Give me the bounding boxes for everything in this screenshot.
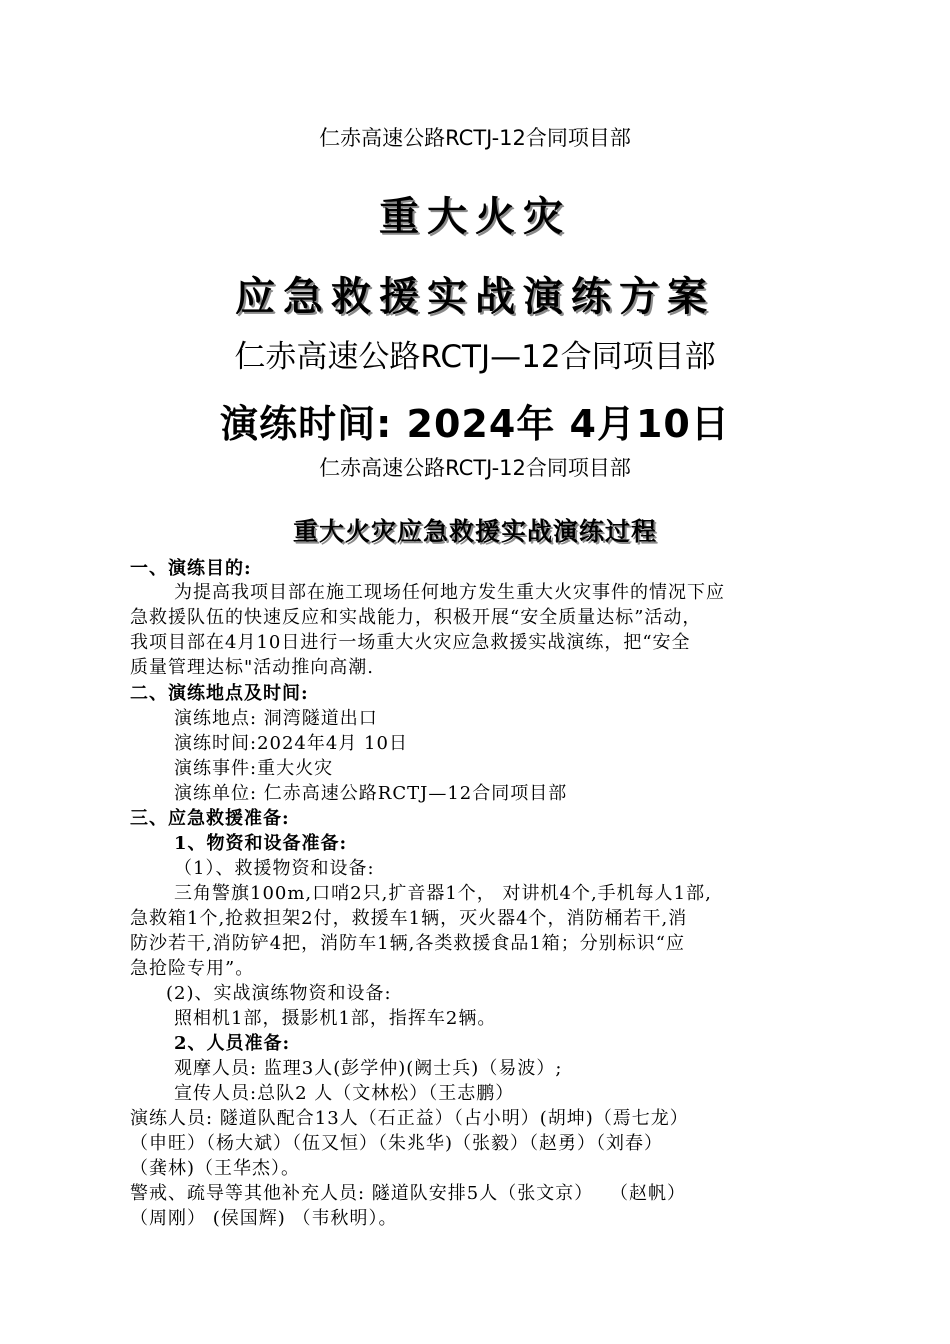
section-title: 重大火灾应急救援实战演练过程 [292, 517, 657, 546]
cover-title-line1: 重大火灾 [379, 193, 571, 240]
body-line: 质量管理达标"活动推向高潮. [130, 657, 374, 678]
body-line: 照相机1部，摄影机1部，指挥车2辆。 [174, 1008, 497, 1029]
body-line: 防沙若干,消防铲4把，消防车1辆,各类救援食品1箱；分别标识“应 [130, 933, 685, 954]
cover-org-top: 仁赤高速公路RCTJ-12合同项目部 [319, 126, 631, 150]
heading-location-time: 二、演练地点及时间: [130, 683, 309, 704]
body-line: 三角警旗100m,口哨2只,扩音器1个， 对讲机4个,手机每人1部, [174, 883, 712, 904]
body-line: 为提高我项目部在施工现场任何地方发生重大火灾事件的情况下应 [174, 582, 725, 603]
heading-drill-purpose: 一、演练目的: [130, 558, 252, 579]
body-line: 演练地点: 洞湾隧道出口 [174, 708, 378, 729]
body-line: （龚林)（王华杰）。 [130, 1158, 301, 1179]
cover-title-line2: 应急救援实战演练方案 [235, 273, 715, 320]
body-line: （申旺）（杨大斌）（伍又恒）（朱兆华)（张毅）（赵勇）（刘春） [130, 1133, 664, 1154]
body-line: 演练事件:重大火灾 [174, 758, 334, 779]
body-line: 警戒、疏导等其他补充人员: 隧道队安排5人（张文京） （赵帆） [130, 1183, 686, 1204]
body-line: （1）、救援物资和设备: [174, 858, 375, 879]
body-line: （周刚） (侯国辉) （韦秋明）。 [130, 1208, 398, 1229]
body-line: 急抢险专用”。 [130, 958, 255, 979]
cover-drill-time: 演练时间: 2024年 4月10日 [220, 402, 730, 446]
body-line: 宣传人员:总队2 人（文林松）（王志鹏） [174, 1083, 515, 1104]
body-line: 演练单位: 仁赤高速公路RCTJ—12合同项目部 [174, 783, 568, 804]
body-line: 急救援队伍的快速反应和实战能力，积极开展“安全质量达标”活动， [130, 607, 702, 628]
body-line: (2)、实战演练物资和设备: [166, 983, 392, 1004]
heading-preparation: 三、应急救援准备: [130, 808, 290, 829]
body-line: 我项目部在4月10日进行一场重大火灾应急救援实战演练，把“安全 [130, 632, 691, 653]
body-line: 观摩人员: 监理3人(彭学仲)(阙士兵)（易波）; [174, 1058, 563, 1079]
cover-org-mid: 仁赤高速公路RCTJ—12合同项目部 [234, 339, 716, 375]
subheading-materials: 1、物资和设备准备: [174, 833, 348, 854]
body-line: 演练时间:2024年4月 10日 [174, 733, 408, 754]
body-line: 急救箱1个,抢救担架2付，救援车1辆，灭火器4个，消防桶若干,消 [130, 908, 688, 929]
cover-org-bottom: 仁赤高速公路RCTJ-12合同项目部 [319, 456, 631, 480]
subheading-personnel: 2、人员准备: [174, 1033, 291, 1054]
body-line: 演练人员: 隧道队配合13人（石正益）（占小明）(胡坤)（焉七龙） [130, 1108, 689, 1129]
